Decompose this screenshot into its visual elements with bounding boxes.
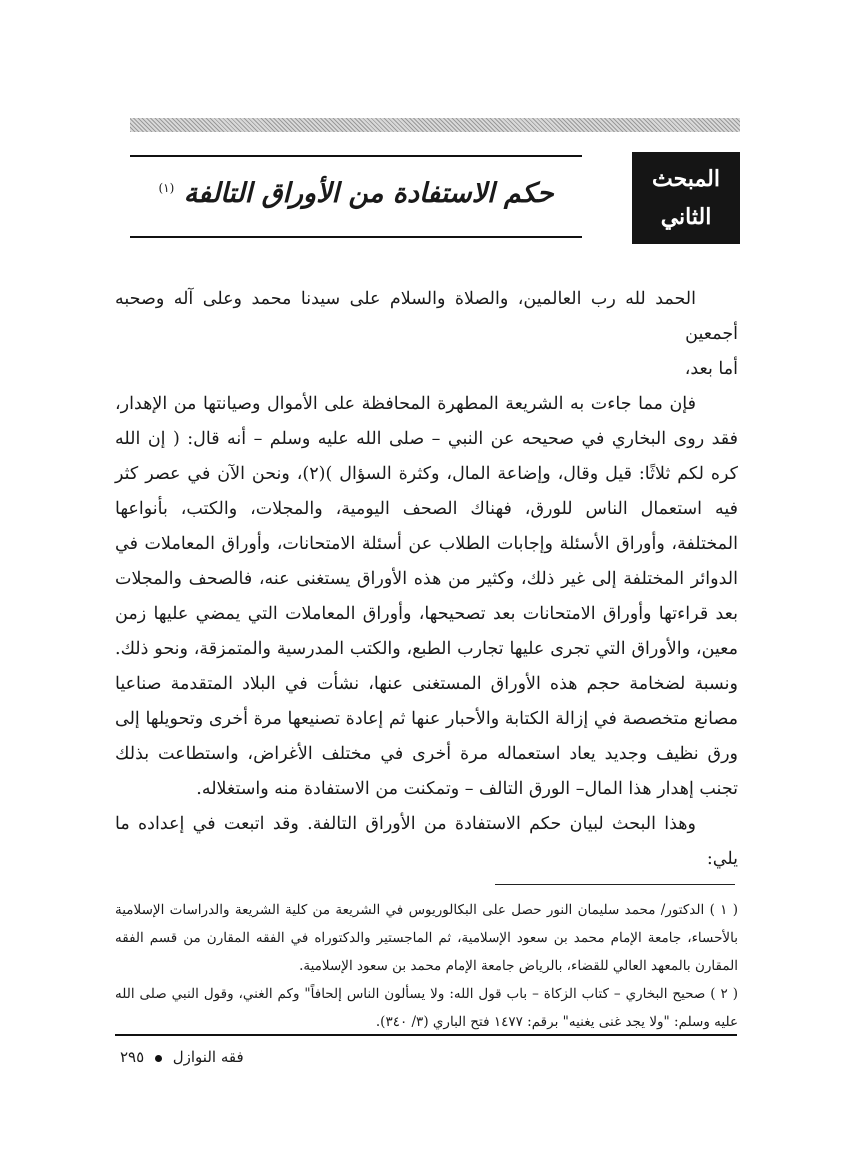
page-number: ٢٩٥ [120,1048,145,1066]
footnotes [115,896,738,1036]
section-title [130,168,582,228]
body-text [115,282,738,877]
footer-rule [115,1034,737,1036]
title-bottom-rule [130,236,582,238]
footnote: ( ١ ) الدكتور/ محمد سليمان النور حصل على البكالوريوس في الشريعة من كلية الشريعة والدراسات الإسلامية بالأحساء، جامعة الإمام محمد بن سعود الإسلامية، ثم الماجستير والدكتوراه في الفقه المقارن من قسم الفقه المقارن بالمعهد العالي للقضاء، بالرياض جامعة الإمام محمد بن سعود الإسلامية. [115,902,739,974]
title-footnote-marker: (١) [158,181,175,195]
section-label-line1: المبحث [652,166,720,192]
bullet-icon [155,1055,162,1062]
paragraph: وهذا البحث لبيان حكم الاستفادة من الأوراق التالفة. وقد اتبعت في إعداده ما يلي: [115,814,738,869]
decorative-hatched-bar [130,118,740,132]
paragraph: أما بعد، [684,359,738,379]
footnote: ( ٢ ) صحيح البخاري – كتاب الزكاة – باب قول الله: ولا يسألون الناس إلحافاً" وكم الغني، وقول النبي صلى الله عليه وسلم: "ولا يجد غنى يغنيه" برقم: ١٤٧٧ فتح الباري (٣/ ٣٤٠). [115,986,738,1030]
paragraph: الحمد لله رب العالمين، والصلاة والسلام على سيدنا محمد وعلى آله وصحبه أجمعين [115,289,738,344]
section-label-line2: الثاني [660,204,712,230]
section-label-box [632,152,740,244]
page-footer [120,1048,244,1072]
footnote-separator [495,884,735,885]
title-top-rule [130,155,582,157]
book-title: فقه النوازل [172,1048,244,1066]
paragraph: فإن مما جاءت به الشريعة المطهرة المحافظة على الأموال وصيانتها من الإهدار، فقد روى البخاري في صحيحه عن النبي – صلى الله عليه وسلم – أنه قال: ( إن الله كره لكم ثلاثًا: قيل وقال، وإضاعة المال، وكثرة السؤال )(٢)، ونحن الآن في عصر كثر فيه استعمال الناس للورق، فهناك الصحف اليومية، والمجلات، والكتب، بأنواعها المختلفة، وأوراق الأسئلة وإجابات الطلاب عن أسئلة الامتحانات، وأوراق المعاملات في الدوائر المختلفة إلى غير ذلك، وكثير من هذه الأوراق يستغنى عنه، فالصحف والمجلات بعد قراءتها وأوراق الامتحانات بعد تصحيحها، وأوراق المعاملات التي يمضي عليها زمن معين، والأوراق التي تجرى عليها تجارب الطبع، والكتب المدرسية والمتمزقة، ونحو ذلك. ونسبة لضخامة حجم هذه الأوراق المستغنى عنها، نشأت في البلاد المتقدمة صناعيا مصانع متخصصة في إزالة الكتابة والأحبار عنها ثم إعادة تصنيعها مرة أخرى وتحويلها إلى ورق نظيف وجديد يعاد استعماله مرة أخرى في مختلف الأغراض، واستطاعت بذلك تجنب إهدار هذا المال– الورق التالف – وتمكنت من الاستفادة منه واستغلاله. [115,394,738,799]
section-title-text: حكم الاستفادة من الأوراق التالفة [183,178,554,209]
